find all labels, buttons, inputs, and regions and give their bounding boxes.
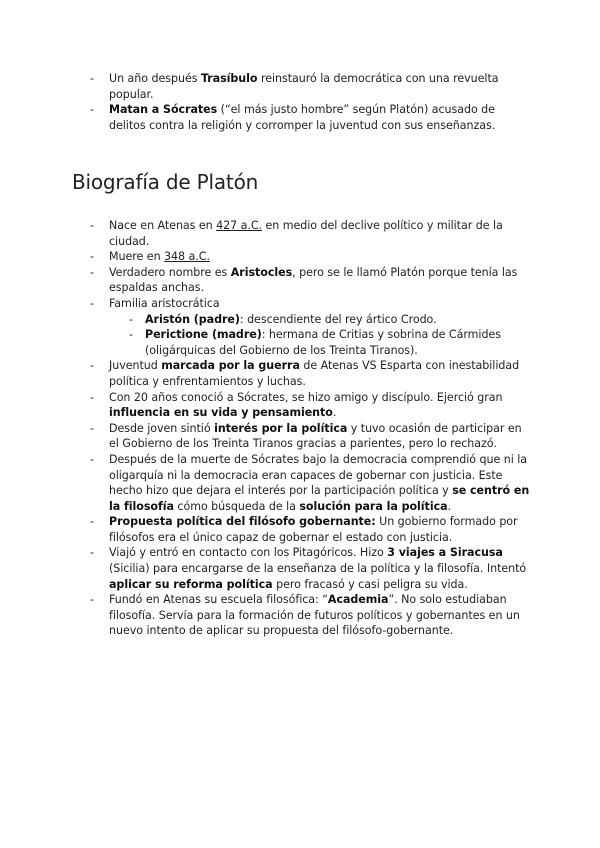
bold-text: 3 viajes a Siracusa <box>387 546 503 560</box>
list-item <box>0 71 600 102</box>
list-item <box>0 296 600 312</box>
bullet-dash: - <box>90 219 94 232</box>
bold-text: interés por la política <box>214 421 348 435</box>
list-item <box>0 452 600 514</box>
bullet-dash: - <box>90 296 94 310</box>
bold-text: Aristocles <box>230 265 293 279</box>
list-item <box>0 514 600 545</box>
bold-text: solución para la política <box>299 499 448 513</box>
text-span: Juventud <box>109 359 162 373</box>
text-span: pero fracasó y casi peligra su vida. <box>272 577 468 591</box>
biography-bullet-list <box>0 218 600 639</box>
bold-text: influencia en su vida y pensamiento <box>109 406 333 420</box>
text-span: (Sicilia) para encargarse de la enseñanza de la política y la filosofía. Intentó <box>109 562 527 576</box>
bold-text: se centró en la filosofía <box>109 484 530 513</box>
sub-list-item <box>0 327 600 358</box>
list-item <box>0 249 600 265</box>
list-item <box>0 592 600 639</box>
text-span: Con 20 años conoció a Sócrates, se hizo amigo y discípulo. Ejerció gran <box>109 390 503 404</box>
bullet-dash: - <box>90 250 94 264</box>
bullet-dash: - <box>90 390 94 404</box>
text-span: , pero se le llamó Platón porque tenía las espaldas anchas. <box>109 265 518 295</box>
list-item <box>0 421 600 452</box>
bullet-dash: - <box>90 359 94 373</box>
list-item <box>0 218 600 249</box>
bullet-dash: - <box>90 593 94 607</box>
bold-text: Propuesta política del filósofo gobernante: <box>109 515 376 529</box>
bullet-dash: - <box>90 265 94 279</box>
list-item <box>0 390 600 421</box>
text-span: Nace en Atenas en <box>109 219 217 232</box>
text-span: . <box>332 406 337 420</box>
text-span: ”. No solo estudiaban filosofía. Servía para la formación de futuros políticos y gobernantes en un nuevo intento de aplicar su propuesta del filósofo-gobernante. <box>109 593 520 638</box>
text-span: Después de la muerte de Sócrates bajo la democracia comprendió que ni la oligarquía ni la democracia eran capaces de gobernar con justicia. Este hecho hizo que dejara el interés por la participación política y <box>109 452 528 498</box>
underlined-date: 348 a.C. <box>164 250 210 264</box>
bold-text: Perictione (madre) <box>145 328 262 342</box>
list-item <box>0 102 600 133</box>
text-span: (“el más justo hombre” según Platón) acusado de delitos contra la religión y corromper la juventud con sus enseñanzas. <box>109 103 496 132</box>
bullet-dash: - <box>90 546 94 560</box>
bullet-dash: - <box>90 103 94 117</box>
text-span: de Atenas VS Esparta con inestabilidad política y enfrentamientos y luchas. <box>109 359 520 388</box>
text-span: reinstauró la democrática con una revuelta popular. <box>109 72 499 101</box>
bullet-dash: - <box>129 312 133 326</box>
section-heading: Biografía de Platón <box>72 170 259 194</box>
bold-text: aplicar su reforma política <box>109 577 273 591</box>
text-span: : hermana de Critias y sobrina de Cármides (oligárquicas del Gobierno de los Treinta Tiranos). <box>145 328 501 357</box>
bold-text: Matan a Sócrates <box>109 103 218 117</box>
text-span: Verdadero nombre es <box>109 265 231 279</box>
underlined-date: 427 a.C. <box>216 219 263 232</box>
bold-text: Trasíbulo <box>200 72 258 85</box>
bullet-dash: - <box>90 515 94 529</box>
text-span: Muere en <box>109 250 165 264</box>
text-span: : descendiente del rey ártico Crodo. <box>239 312 437 326</box>
text-span: en medio del declive político y militar de la ciudad. <box>109 219 503 248</box>
text-span: Fundó en Atenas su escuela filosófica: “ <box>109 593 328 607</box>
bold-text: Aristón (padre) <box>145 312 240 326</box>
text-span: Un gobierno formado por filósofos era el único capaz de gobernar el estado con justicia. <box>109 515 518 544</box>
text-span: . <box>447 499 452 513</box>
list-item <box>0 545 600 592</box>
bullet-dash: - <box>90 72 94 85</box>
list-item <box>0 358 600 389</box>
bullet-dash: - <box>129 328 133 342</box>
bullet-dash: - <box>90 421 94 435</box>
text-span: Viajó y entró en contacto con los Pitagóricos. Hizo <box>109 546 388 560</box>
text-span: Un año después <box>109 72 201 85</box>
intro-bullet-list <box>0 71 600 133</box>
bold-text: marcada por la guerra <box>161 359 300 373</box>
sub-list-item <box>0 312 600 328</box>
bullet-dash: - <box>90 452 94 466</box>
bold-text: Academia <box>327 593 389 607</box>
text-span: y tuvo ocasión de participar en el Gobierno de los Treinta Tiranos gracias a parientes, pero lo rechazó. <box>109 421 522 451</box>
list-item <box>0 265 600 296</box>
text-span: cómo búsqueda de la <box>173 499 300 513</box>
text-span: Desde joven sintió <box>109 421 215 435</box>
text-span: Familia aristocrática <box>109 296 220 310</box>
